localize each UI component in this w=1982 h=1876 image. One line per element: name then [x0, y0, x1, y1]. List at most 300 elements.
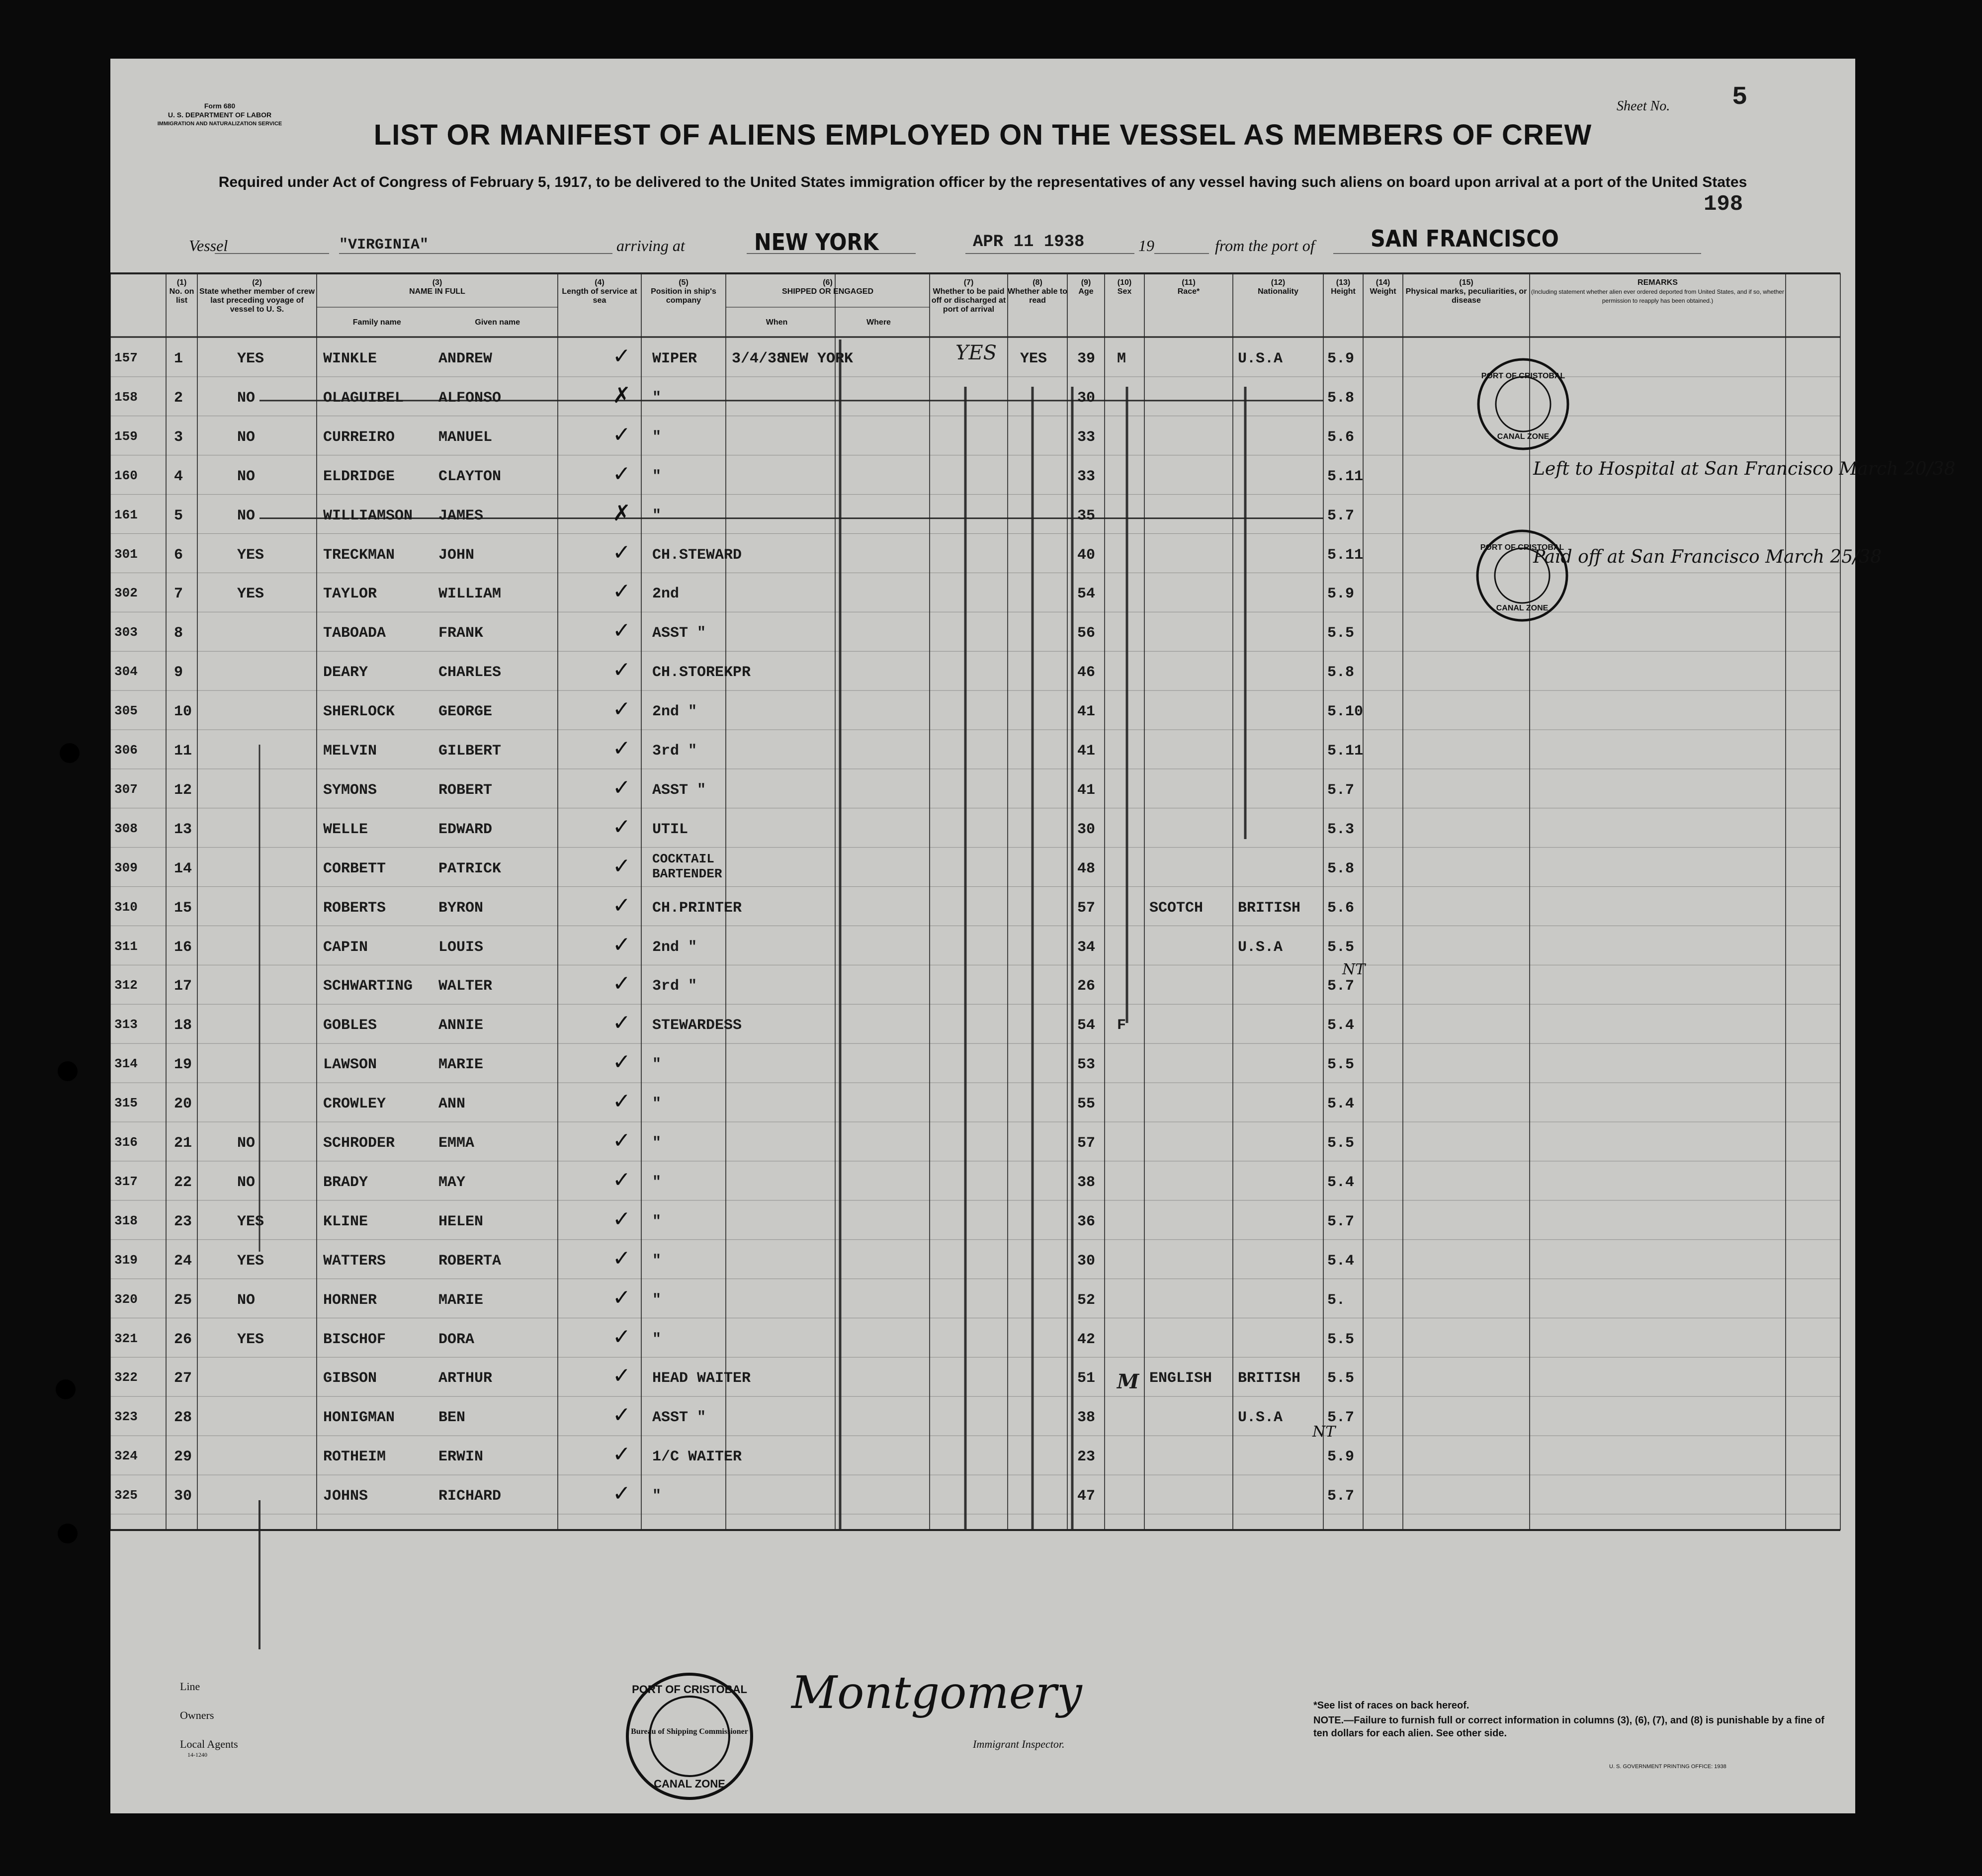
column-header-6	[726, 278, 930, 296]
row-21-margin-number: 316	[114, 1135, 138, 1150]
row-25-row-number: 25	[174, 1291, 192, 1309]
row-24-age: 30	[1077, 1252, 1096, 1270]
row-17-position: 3rd "	[652, 978, 697, 995]
row-13-family-name: WELLE	[323, 821, 368, 838]
column-number: (7)	[963, 278, 974, 287]
strike-x-mark: ✗	[612, 382, 631, 408]
column-header-7	[930, 278, 1008, 314]
row-10-age: 41	[1077, 703, 1096, 721]
check-mark-icon: ✓	[612, 1442, 631, 1467]
row-24-family-name: WATTERS	[323, 1252, 386, 1270]
column-number: (13)	[1336, 278, 1351, 287]
from-label: from the port of	[1215, 237, 1315, 255]
row-18-height: 5.4	[1327, 1017, 1355, 1034]
row-1-able-to-read: YES	[1020, 350, 1047, 367]
row-12-given-name: ROBERT	[438, 781, 493, 799]
check-mark-icon: ✓	[612, 892, 631, 918]
row-16-position: 2nd "	[652, 938, 697, 956]
row-8-height: 5.5	[1327, 625, 1355, 642]
column-label: Weight	[1370, 287, 1396, 296]
column-label: No. on list	[169, 287, 194, 305]
column-number: (9)	[1081, 278, 1091, 287]
check-mark-icon: ✓	[612, 343, 631, 369]
column-number: (5)	[679, 278, 689, 287]
cristobal-seal-footer	[622, 1669, 757, 1803]
row-25-given-name: MARIE	[438, 1291, 484, 1309]
row-21-age: 57	[1077, 1135, 1096, 1152]
row-5-given-name: JAMES	[438, 507, 484, 524]
row-3-margin-number: 159	[114, 428, 138, 444]
row-23-height: 5.7	[1327, 1213, 1355, 1230]
row-5-margin-number: 161	[114, 507, 138, 522]
row-5-age: 35	[1077, 507, 1096, 524]
column-label: REMARKS	[1637, 278, 1678, 287]
check-mark-icon: ✓	[612, 1167, 631, 1193]
column-header-9	[1067, 278, 1105, 296]
row-4-position: "	[652, 468, 662, 485]
row-15-margin-number: 310	[114, 899, 138, 915]
column-label: Whether to be paid off or discharged at port of arrival	[931, 287, 1006, 314]
row-27-age: 51	[1077, 1370, 1096, 1387]
row-27-height: 5.5	[1327, 1370, 1355, 1387]
row-1-given-name: ANDREW	[438, 350, 493, 367]
row-10-given-name: GEORGE	[438, 703, 493, 721]
row-19-margin-number: 314	[114, 1056, 138, 1072]
row-25-margin-number: 320	[114, 1291, 138, 1307]
owners-label: Owners	[180, 1709, 214, 1721]
row-22-position: "	[652, 1174, 662, 1191]
race-note: *See list of races on back hereof.	[1313, 1700, 1469, 1711]
row-5-height: 5.7	[1327, 507, 1355, 524]
row-27-nationality: BRITISH	[1238, 1370, 1301, 1387]
row-16-height: 5.5	[1327, 938, 1355, 956]
row-7-age: 54	[1077, 586, 1096, 603]
vessel-name: "VIRGINIA"	[339, 237, 429, 254]
row-19-height: 5.5	[1327, 1056, 1355, 1074]
seal-3-outer-text: PORT OF CRISTOBAL	[632, 1683, 747, 1696]
check-mark-icon: ✓	[612, 853, 631, 879]
row-28-family-name: HONIGMAN	[323, 1409, 395, 1427]
row-18-position: STEWARDESS	[652, 1017, 742, 1034]
row-27-given-name: ARTHUR	[438, 1370, 493, 1387]
row-12-margin-number: 307	[114, 781, 138, 797]
row-9-position: CH.STOREKPR	[652, 664, 751, 682]
row-28-row-number: 28	[174, 1409, 192, 1427]
row-25-family-name: HORNER	[323, 1291, 377, 1309]
row-29-row-number: 29	[174, 1449, 192, 1466]
row-18-sex: F	[1117, 1017, 1126, 1034]
arriving-label: arriving at	[616, 237, 685, 255]
row-30-row-number: 30	[174, 1488, 192, 1505]
line-label: Line	[180, 1680, 200, 1693]
row-3-row-number: 3	[174, 428, 183, 446]
row-3-family-name: CURREIRO	[323, 428, 395, 446]
local-agents-form: 14-1240	[187, 1751, 207, 1758]
row-3-previous-voyage: NO	[237, 428, 256, 446]
seal-3-bottom-text: CANAL ZONE	[654, 1778, 725, 1790]
initials-row-15: NT	[1342, 961, 1366, 978]
check-mark-icon: ✓	[612, 539, 631, 565]
punch-hole	[60, 743, 80, 763]
arriving-port: NEW YORK	[754, 229, 879, 256]
row-1-position: WIPER	[652, 350, 697, 367]
column-header-16	[1530, 278, 1786, 305]
column-label: Nationality	[1258, 287, 1298, 296]
row-13-row-number: 13	[174, 821, 192, 838]
row-6-previous-voyage: YES	[237, 546, 264, 564]
row-12-family-name: SYMONS	[323, 781, 377, 799]
column-label: Position in ship's company	[651, 287, 716, 305]
row-14-position: COCKTAIL BARTENDER	[652, 851, 722, 881]
row-8-position: ASST "	[652, 625, 706, 642]
row-19-family-name: LAWSON	[323, 1056, 377, 1074]
row-11-family-name: MELVIN	[323, 743, 377, 760]
row-9-height: 5.8	[1327, 664, 1355, 682]
column-label: Age	[1078, 287, 1094, 296]
row-4-margin-number: 160	[114, 468, 138, 483]
printing-office: U. S. GOVERNMENT PRINTING OFFICE: 1938	[1609, 1764, 1726, 1770]
row-30-family-name: JOHNS	[323, 1488, 368, 1505]
column-subheader: Given name	[475, 318, 520, 327]
departure-port: SAN FRANCISCO	[1371, 225, 1559, 252]
row-13-margin-number: 308	[114, 821, 138, 836]
column-header-5	[641, 278, 726, 305]
column-number: (12)	[1271, 278, 1286, 287]
department-name: U. S. DEPARTMENT OF LABOR	[168, 111, 272, 119]
row-15-position: CH.PRINTER	[652, 899, 742, 917]
row-1-nationality: U.S.A	[1238, 350, 1283, 367]
row-20-margin-number: 315	[114, 1096, 138, 1111]
row-3-height: 5.6	[1327, 428, 1355, 446]
row-16-nationality: U.S.A	[1238, 938, 1283, 956]
row-25-previous-voyage: NO	[237, 1291, 256, 1309]
column-number: (3)	[432, 278, 442, 287]
row-8-given-name: FRANK	[438, 625, 484, 642]
row-6-position: CH.STEWARD	[652, 546, 742, 564]
row-15-height: 5.6	[1327, 899, 1355, 917]
row-29-age: 23	[1077, 1449, 1096, 1466]
column-header-13	[1323, 278, 1363, 296]
check-mark-icon: ✓	[612, 736, 631, 761]
row-16-family-name: CAPIN	[323, 938, 368, 956]
row-27-family-name: GIBSON	[323, 1370, 377, 1387]
service-name: IMMIGRATION AND NATURALIZATION SERVICE	[157, 121, 282, 127]
row-19-given-name: MARIE	[438, 1056, 484, 1074]
column-subheader: When	[766, 318, 788, 327]
row-29-given-name: ERWIN	[438, 1449, 484, 1466]
row-14-family-name: CORBETT	[323, 860, 386, 877]
row-5-previous-voyage: NO	[237, 507, 256, 524]
row-22-given-name: MAY	[438, 1174, 466, 1191]
row-13-height: 5.3	[1327, 821, 1355, 838]
row-11-margin-number: 306	[114, 743, 138, 758]
row-30-position: "	[652, 1488, 662, 1505]
column-number: (8)	[1033, 278, 1042, 287]
row-27-position: HEAD WAITER	[652, 1370, 751, 1387]
row-5-position: "	[652, 507, 662, 524]
row-1-height: 5.9	[1327, 350, 1355, 367]
row-14-row-number: 14	[174, 860, 192, 877]
column-label: SHIPPED OR ENGAGED	[781, 287, 874, 296]
row-15-race: SCOTCH	[1149, 899, 1204, 917]
column-number: (4)	[595, 278, 604, 287]
check-mark-icon: ✓	[612, 1363, 631, 1389]
column-header-3	[317, 278, 558, 296]
row-27-race: ENGLISH	[1149, 1370, 1212, 1387]
seal-1-outer-text: PORT OF CRISTOBAL	[1481, 372, 1565, 380]
column-number: (1)	[176, 278, 187, 287]
inspector-signature: Montgomery	[791, 1667, 1082, 1719]
row-16-margin-number: 311	[114, 938, 138, 954]
row-26-margin-number: 321	[114, 1331, 138, 1346]
row-7-position: 2nd	[652, 586, 680, 603]
seal-2-outer-text: PORT OF CRISTOBAL	[1480, 543, 1564, 552]
check-mark-icon: ✓	[612, 1089, 631, 1114]
row-28-margin-number: 323	[114, 1409, 138, 1425]
row-23-previous-voyage: YES	[237, 1213, 264, 1230]
check-mark-icon: ✓	[612, 1049, 631, 1075]
page-number: 198	[1704, 192, 1743, 217]
row-12-height: 5.7	[1327, 781, 1355, 799]
check-mark-icon: ✓	[612, 696, 631, 722]
row-21-row-number: 21	[174, 1135, 192, 1152]
row-9-age: 46	[1077, 664, 1096, 682]
strike-x-mark: ✗	[612, 500, 631, 526]
check-mark-icon: ✓	[612, 971, 631, 997]
row-3-position: "	[652, 428, 662, 446]
check-mark-icon: ✓	[612, 932, 631, 957]
column-label: NAME IN FULL	[409, 287, 465, 296]
form-number: Form 680	[204, 102, 236, 110]
row-28-position: ASST "	[652, 1409, 706, 1427]
row-15-row-number: 15	[174, 899, 192, 917]
check-mark-icon: ✓	[612, 1481, 631, 1507]
row-26-row-number: 26	[174, 1331, 192, 1348]
row-21-family-name: SCHRODER	[323, 1135, 395, 1152]
row-3-given-name: MANUEL	[438, 428, 493, 446]
column-header-1	[166, 278, 197, 305]
seal-1-bottom-text: CANAL ZONE	[1497, 432, 1550, 441]
column-number: (14)	[1376, 278, 1390, 287]
row-14-height: 5.8	[1327, 860, 1355, 877]
row-2-previous-voyage: NO	[237, 389, 256, 407]
row-24-row-number: 24	[174, 1252, 192, 1270]
row-1-family-name: WINKLE	[323, 350, 377, 367]
column-label: Sex	[1117, 287, 1132, 296]
row-1-paid-off: YES	[955, 341, 997, 364]
row-28-nationality: U.S.A	[1238, 1409, 1283, 1427]
row-13-position: UTIL	[652, 821, 689, 838]
punch-hole	[58, 1524, 78, 1543]
penalty-note: NOTE.—Failure to furnish full or correct information in columns (3), (6), (7), and (8) is punishable by a fine of ten dollars for each alien. See other side.	[1313, 1715, 1824, 1739]
row-11-given-name: GILBERT	[438, 743, 502, 760]
row-19-row-number: 19	[174, 1056, 192, 1074]
row-25-position: "	[652, 1291, 662, 1309]
row-11-row-number: 11	[174, 743, 192, 760]
remark-row-5-paid-off: Paid off at San Francisco March 25/38	[1533, 547, 1882, 567]
row-1-sex: M	[1117, 350, 1126, 367]
row-29-margin-number: 324	[114, 1449, 138, 1464]
row-21-position: "	[652, 1135, 662, 1152]
row-7-previous-voyage: YES	[237, 586, 264, 603]
row-4-age: 33	[1077, 468, 1096, 485]
row-17-age: 26	[1077, 978, 1096, 995]
row-17-height: 5.7	[1327, 978, 1355, 995]
row-10-height: 5.10	[1327, 703, 1364, 721]
row-22-previous-voyage: NO	[237, 1174, 256, 1191]
row-30-age: 47	[1077, 1488, 1096, 1505]
row-12-row-number: 12	[174, 781, 192, 799]
local-agents-label: Local Agents	[180, 1738, 238, 1750]
row-1-shipped-when: 3/4/38	[732, 350, 786, 367]
column-label: Length of service at sea	[562, 287, 637, 305]
row-24-given-name: ROBERTA	[438, 1252, 502, 1270]
row-27-sex: M	[1117, 1370, 1139, 1394]
row-9-given-name: CHARLES	[438, 664, 502, 682]
row-1-row-number: 1	[174, 350, 183, 367]
cristobal-seal-1	[1473, 354, 1573, 454]
column-header-11	[1144, 278, 1233, 296]
row-23-row-number: 23	[174, 1213, 192, 1230]
column-header-2	[197, 278, 317, 314]
row-4-row-number: 4	[174, 468, 183, 485]
row-6-height: 5.11	[1327, 546, 1364, 564]
column-number: (11)	[1182, 278, 1196, 287]
row-30-given-name: RICHARD	[438, 1488, 502, 1505]
row-24-height: 5.4	[1327, 1252, 1355, 1270]
manifest-sheet	[110, 59, 1956, 1813]
column-number: (6)	[823, 278, 833, 287]
remark-row-2-hospital: Left to Hospital at San Francisco March 20/38	[1533, 459, 1956, 479]
row-9-row-number: 9	[174, 664, 183, 682]
row-14-margin-number: 309	[114, 860, 138, 875]
check-mark-icon: ✓	[612, 1284, 631, 1310]
row-2-age: 30	[1077, 389, 1096, 407]
row-9-margin-number: 304	[114, 664, 138, 680]
row-2-margin-number: 158	[114, 389, 138, 405]
row-8-margin-number: 303	[114, 625, 138, 640]
check-mark-icon: ✓	[612, 579, 631, 604]
row-10-row-number: 10	[174, 703, 192, 721]
row-28-height: 5.7	[1327, 1409, 1355, 1427]
row-22-age: 38	[1077, 1174, 1096, 1191]
row-26-height: 5.5	[1327, 1331, 1355, 1348]
row-17-row-number: 17	[174, 978, 192, 995]
row-8-age: 56	[1077, 625, 1096, 642]
row-20-row-number: 20	[174, 1096, 192, 1113]
row-2-given-name: ALFONSO	[438, 389, 502, 407]
row-22-family-name: BRADY	[323, 1174, 368, 1191]
row-30-margin-number: 325	[114, 1488, 138, 1503]
row-6-row-number: 6	[174, 546, 183, 564]
row-22-height: 5.4	[1327, 1174, 1355, 1191]
check-mark-icon: ✓	[612, 1324, 631, 1350]
check-mark-icon: ✓	[612, 1206, 631, 1232]
row-9-family-name: DEARY	[323, 664, 368, 682]
row-10-family-name: SHERLOCK	[323, 703, 395, 721]
row-1-margin-number: 157	[114, 350, 138, 365]
row-20-age: 55	[1077, 1096, 1096, 1113]
check-mark-icon: ✓	[612, 618, 631, 644]
row-17-margin-number: 312	[114, 978, 138, 993]
column-label: State whether member of crew last preceding voyage of vessel to U. S.	[199, 287, 315, 314]
column-header-8	[1008, 278, 1067, 305]
check-mark-icon: ✓	[612, 422, 631, 447]
row-2-height: 5.8	[1327, 389, 1355, 407]
row-29-position: 1/C WAITER	[652, 1449, 742, 1466]
row-19-age: 53	[1077, 1056, 1096, 1074]
row-27-row-number: 27	[174, 1370, 192, 1387]
initials-row-27: NT	[1312, 1423, 1336, 1441]
row-26-position: "	[652, 1331, 662, 1348]
row-22-margin-number: 317	[114, 1174, 138, 1189]
check-mark-icon: ✓	[612, 1010, 631, 1036]
row-8-row-number: 8	[174, 625, 183, 642]
row-17-given-name: WALTER	[438, 978, 493, 995]
row-6-margin-number: 301	[114, 546, 138, 562]
row-23-family-name: KLINE	[323, 1213, 368, 1230]
check-mark-icon: ✓	[612, 774, 631, 800]
inspector-label: Immigrant Inspector.	[973, 1738, 1065, 1750]
column-number: (2)	[252, 278, 262, 287]
check-mark-icon: ✓	[612, 657, 631, 683]
row-24-previous-voyage: YES	[237, 1252, 264, 1270]
row-8-family-name: TABOADA	[323, 625, 386, 642]
row-18-family-name: GOBLES	[323, 1017, 377, 1034]
check-mark-icon: ✓	[612, 814, 631, 840]
row-6-given-name: JOHN	[438, 546, 475, 564]
check-mark-icon: ✓	[612, 1402, 631, 1428]
row-20-position: "	[652, 1096, 662, 1113]
row-23-margin-number: 318	[114, 1213, 138, 1228]
row-25-age: 52	[1077, 1291, 1096, 1309]
row-16-row-number: 16	[174, 938, 192, 956]
row-28-age: 38	[1077, 1409, 1096, 1427]
row-16-given-name: LOUIS	[438, 938, 484, 956]
column-header-15	[1403, 278, 1530, 305]
row-18-given-name: ANNIE	[438, 1017, 484, 1034]
row-21-given-name: EMMA	[438, 1135, 475, 1152]
sheet-label: Sheet No.	[1617, 98, 1670, 114]
column-subheader: Family name	[352, 318, 401, 327]
row-18-row-number: 18	[174, 1017, 192, 1034]
row-4-family-name: ELDRIDGE	[323, 468, 395, 485]
row-6-family-name: TRECKMAN	[323, 546, 395, 564]
column-header-14	[1363, 278, 1403, 296]
row-3-age: 33	[1077, 428, 1096, 446]
row-23-age: 36	[1077, 1213, 1096, 1230]
row-4-previous-voyage: NO	[237, 468, 256, 485]
row-10-margin-number: 305	[114, 703, 138, 719]
row-4-given-name: CLAYTON	[438, 468, 502, 485]
row-7-row-number: 7	[174, 586, 183, 603]
row-15-family-name: ROBERTS	[323, 899, 386, 917]
row-17-family-name: SCHWARTING	[323, 978, 413, 995]
row-11-age: 41	[1077, 743, 1096, 760]
row-2-position: "	[652, 389, 662, 407]
row-26-given-name: DORA	[438, 1331, 475, 1348]
sheet-number: 5	[1732, 83, 1748, 112]
check-mark-icon: ✓	[612, 1245, 631, 1271]
row-21-previous-voyage: NO	[237, 1135, 256, 1152]
row-11-height: 5.11	[1327, 743, 1364, 760]
row-26-age: 42	[1077, 1331, 1096, 1348]
row-2-family-name: OLAGUIBEL	[323, 389, 404, 407]
row-14-age: 48	[1077, 860, 1096, 877]
row-11-position: 3rd "	[652, 743, 697, 760]
row-5-row-number: 5	[174, 507, 183, 524]
column-label: Race*	[1177, 287, 1200, 296]
